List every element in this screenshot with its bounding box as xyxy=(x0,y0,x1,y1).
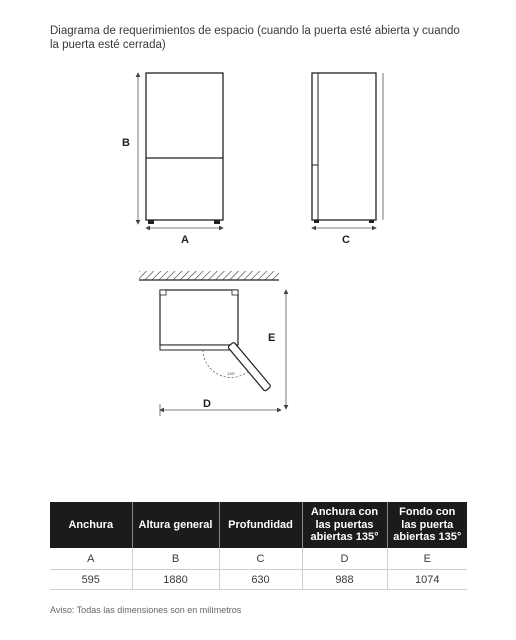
letter-cell: D xyxy=(302,548,387,570)
table-header-row xyxy=(50,502,467,548)
label-e: E xyxy=(268,332,276,344)
top-hinge-left xyxy=(160,290,166,295)
fridge-front-body xyxy=(146,73,223,220)
dimensions-note: Aviso: Todas las dimensiones son en milímetros xyxy=(50,605,242,615)
header-fondo-puertas-abiertas: Fondo con las puerta abiertas 135° xyxy=(387,502,467,548)
header-altura-general: Altura general xyxy=(132,502,219,548)
top-closed-door-edge xyxy=(160,345,232,350)
value-cell: 595 xyxy=(50,570,132,590)
letter-cell: A xyxy=(50,548,132,570)
header-anchura-puertas-abiertas: Anchura con las puertas abiertas 135° xyxy=(302,502,387,548)
label-d: D xyxy=(203,398,211,410)
fridge-top-body xyxy=(160,290,238,345)
dimensions-table xyxy=(50,502,467,590)
value-cell: 988 xyxy=(302,570,387,590)
value-cell: 1074 xyxy=(387,570,467,590)
header-anchura: Anchura xyxy=(50,502,132,548)
open-door xyxy=(228,342,271,392)
wall-hatch xyxy=(139,271,279,280)
front-foot-right xyxy=(214,220,220,224)
header-profundidad: Profundidad xyxy=(219,502,302,548)
front-foot-left xyxy=(148,220,154,224)
letter-cell: C xyxy=(219,548,302,570)
label-c: C xyxy=(342,234,350,246)
top-view xyxy=(139,271,286,416)
table-row xyxy=(50,570,467,590)
letter-cell: E xyxy=(387,548,467,570)
door-angle-label: 135° xyxy=(227,371,236,376)
side-foot-left xyxy=(314,220,319,223)
letter-cell: B xyxy=(132,548,219,570)
value-cell: 630 xyxy=(219,570,302,590)
top-hinge-right xyxy=(232,290,238,295)
label-a: A xyxy=(181,234,189,246)
table-row xyxy=(50,548,467,570)
label-b: B xyxy=(122,137,130,149)
side-view xyxy=(312,73,383,246)
page-heading: Diagrama de requerimientos de espacio (cuando la puerta esté abierta y cuando la puerta esté cerrada) xyxy=(50,25,460,51)
value-cell: 1880 xyxy=(132,570,219,590)
front-view xyxy=(122,73,223,246)
fridge-side-body xyxy=(312,73,376,220)
side-foot-right xyxy=(369,220,374,223)
